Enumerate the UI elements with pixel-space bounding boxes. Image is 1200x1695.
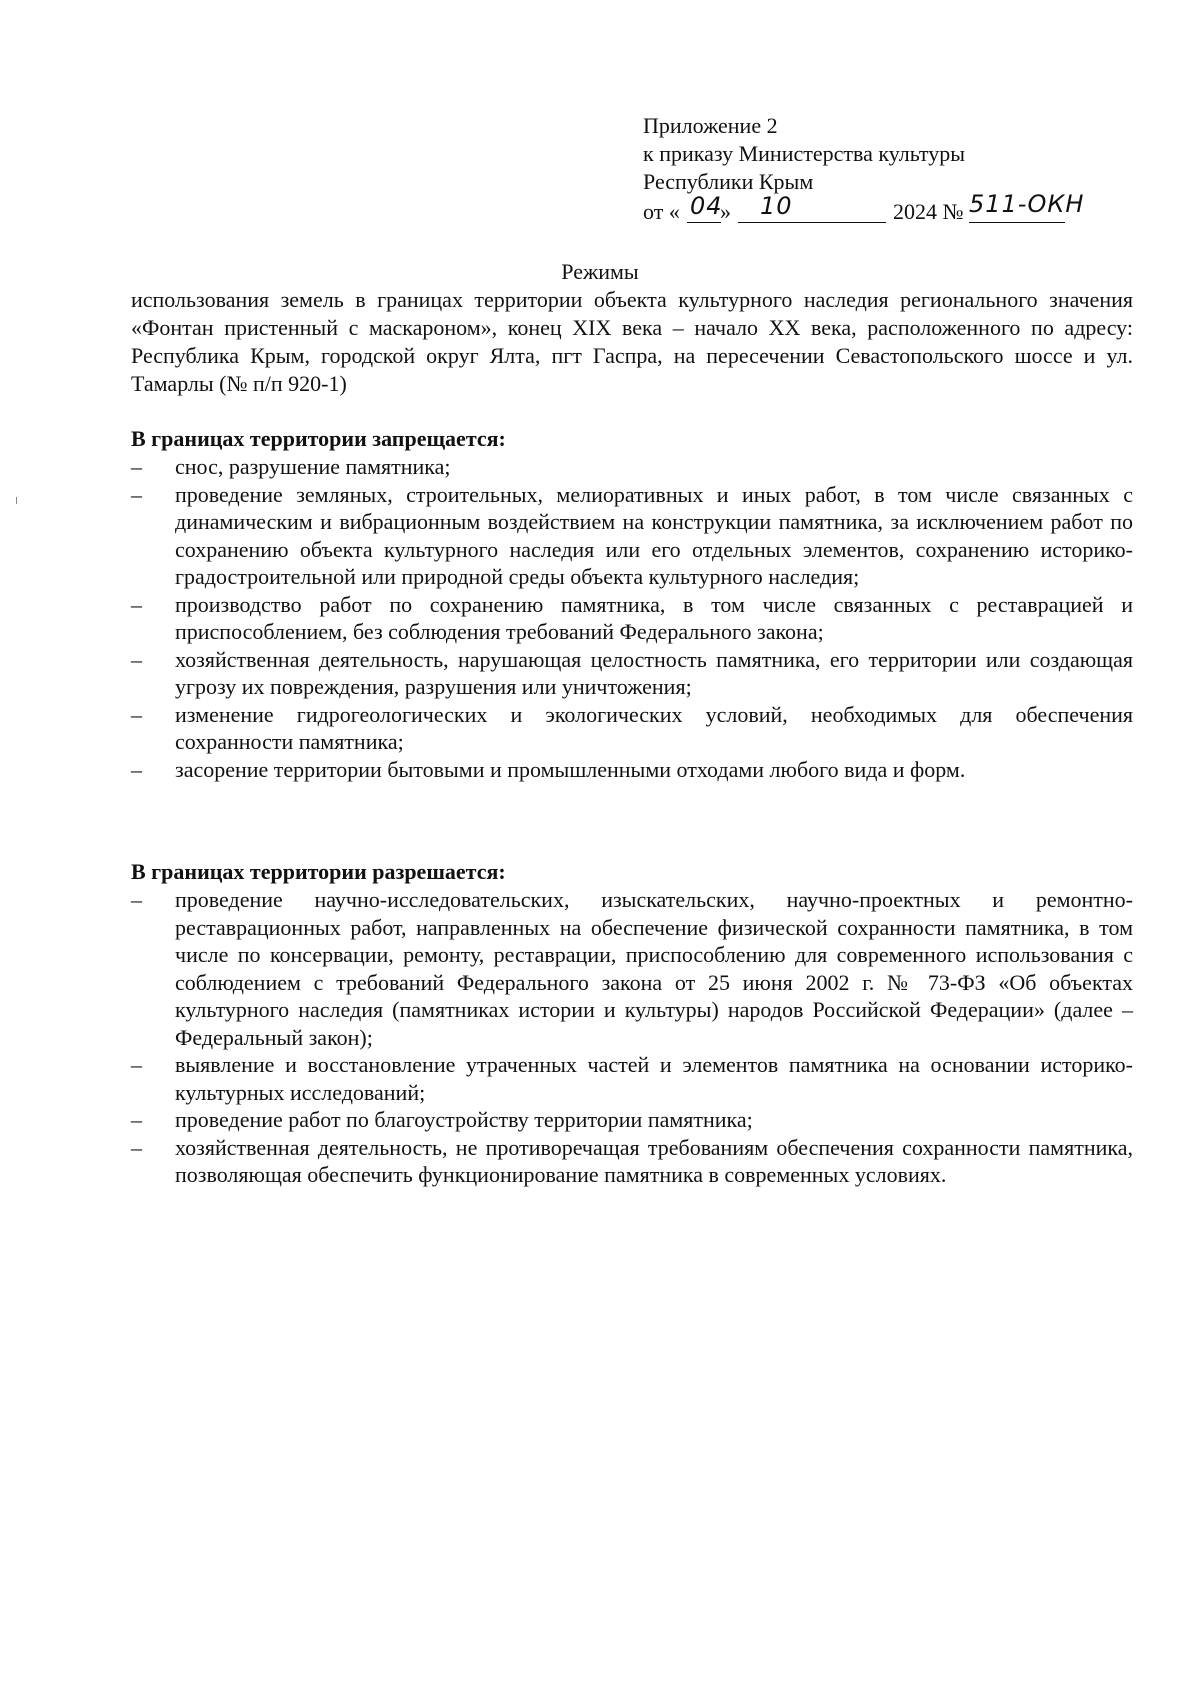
appendix-header — [643, 112, 1123, 226]
list-item — [131, 1106, 1133, 1134]
document-subtitle: использования земель в границах территории объекта культурного наследия регионального значения «Фонтан пристенный с маскароном», конец XIX века – начало XX века, расположенного по адресу: Республика Крым, городской округ Ялта, пгт Гаспра, на пересечении Севастопольского шоссе и ул. Тамарлы (№ п/п 920-1) — [131, 287, 1133, 396]
dash-bullet: – — [131, 887, 142, 912]
dash-bullet: – — [131, 481, 142, 507]
list-item — [131, 701, 1133, 756]
appendix-date-line — [643, 190, 1123, 226]
permitted-heading: В границах территории разрешается: — [131, 859, 506, 884]
month-underline — [738, 222, 886, 223]
prohibited-heading: В границах территории запрещается: — [131, 426, 506, 451]
list-item — [131, 886, 1133, 1051]
list-item-text: выявление и восстановление утраченных частей и элементов памятника на основании историко-культурных исследований; — [175, 1052, 1133, 1105]
list-item-text: проведение земляных, строительных, мелиоративных и иных работ, в том числе связанных с динамическим и вибрационным воздействием на конструкции памятника, за исключением работ по сохранению объекта культурного наследия или его отдельных элементов, сохранению историко-градостроительной или природной среды объекта культурного наследия; — [175, 481, 1133, 589]
prohibited-list — [131, 453, 1133, 783]
day-suffix: » — [720, 199, 731, 224]
year-and-number-label: 2024 № — [893, 199, 964, 224]
list-item — [131, 646, 1133, 701]
dash-bullet: – — [131, 756, 142, 782]
list-item — [131, 481, 1133, 591]
dash-bullet: – — [131, 591, 142, 617]
list-item-text: хозяйственная деятельность, не противоречащая требованиям обеспечения сохранности памятника, позволяющая обеспечить функционирование памятника в современных условиях. — [175, 1134, 1133, 1187]
list-item-text: проведение научно-исследовательских, изыскательских, научно-проектных и ремонтно-реставрационных работ, направленных на обеспечение физической сохранности памятника, в том числе по консервации, ремонту, реставрации, приспособлению для современного использования с соблюдением с требований Федерального закона от 25 июня 2002 г. № 73-ФЗ «Об объектах культурного наследия (памятниках истории и культуры) народов Российской Федерации» (далее – Федеральный закон); — [175, 887, 1133, 1050]
scan-margin-mark — [16, 497, 17, 504]
dash-bullet: – — [131, 646, 142, 672]
permitted-section — [131, 858, 1133, 1189]
list-item-text: производство работ по сохранению памятника, в том числе связанных с реставрацией и приспособлением, без соблюдения требований Федерального закона; — [175, 591, 1133, 644]
day-underline — [687, 222, 721, 223]
list-item-text: засорение территории бытовыми и промышленными отходами любого вида и форм. — [175, 756, 966, 782]
handwritten-month: 10 — [760, 192, 793, 220]
list-item-text: изменение гидрогеологических и экологических условий, необходимых для обеспечения сохранности памятника; — [175, 701, 1133, 754]
appendix-republic: Республики Крым — [643, 169, 814, 194]
dash-bullet: – — [131, 454, 142, 479]
list-item — [131, 591, 1133, 646]
list-item — [131, 1134, 1133, 1189]
dash-bullet: – — [131, 1052, 142, 1077]
dash-bullet: – — [131, 701, 142, 727]
list-item-text: снос, разрушение памятника; — [175, 454, 451, 479]
number-underline — [969, 222, 1065, 223]
date-prefix: от « — [643, 199, 680, 224]
permitted-list — [131, 886, 1133, 1189]
list-item — [131, 756, 1133, 784]
appendix-order-reference: к приказу Министерства культуры — [643, 141, 966, 166]
list-item — [131, 453, 1133, 481]
handwritten-day: 04 — [690, 192, 723, 220]
list-item — [131, 1051, 1133, 1106]
list-item-text: хозяйственная деятельность, нарушающая целостность памятника, его территории или создающая угрозу их повреждения, разрушения или уничтожения; — [175, 646, 1133, 699]
handwritten-order-number: 511-ОКН — [969, 190, 1085, 218]
document-title: Режимы — [561, 259, 639, 284]
dash-bullet: – — [131, 1134, 142, 1160]
prohibited-section — [131, 425, 1133, 783]
list-item-text: проведение работ по благоустройству территории памятника; — [175, 1107, 753, 1132]
appendix-number: Приложение 2 — [643, 113, 778, 138]
dash-bullet: – — [131, 1107, 142, 1132]
